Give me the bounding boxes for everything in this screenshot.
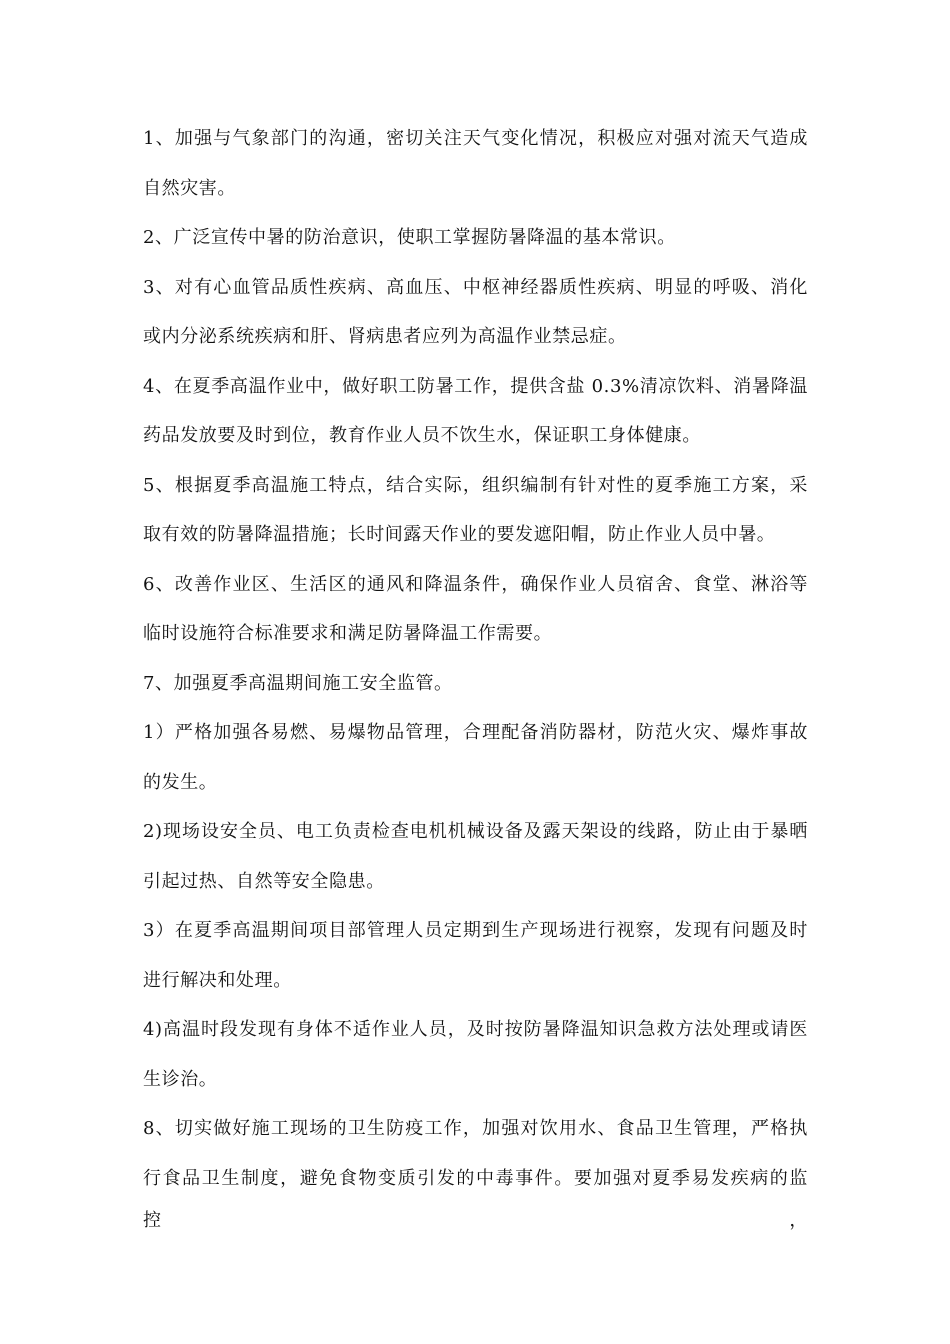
text-line: 7、加强夏季高温期间施工安全监管。 [143, 672, 453, 694]
text-line: 进行解决和处理。 [143, 969, 292, 991]
text-line: 行食品卫生制度，避免食物变质引发的中毒事件。要加强对夏季易发疾病的监控， [143, 1167, 808, 1231]
text-line: 药品发放要及时到位，教育作业人员不饮生水，保证职工身体健康。 [143, 425, 701, 446]
text-line: 4、在夏季高温作业中，做好职工防暑工作，提供含盐 0.3%清凉饮料、消暑降温 [143, 375, 808, 397]
text-line: 临时设施符合标准要求和满足防暑降温工作需要。 [143, 623, 553, 644]
text-line: 3、对有心血管品质性疾病、高血压、中枢神经器质性疾病、明显的呼吸、消化 [143, 276, 808, 298]
text-line: 或内分泌系统疾病和肝、肾病患者应列为高温作业禁忌症。 [143, 326, 627, 347]
text-line: 5、根据夏季高温施工特点，结合实际，组织编制有针对性的夏季施工方案，采 [143, 474, 808, 496]
text-line: 4)高温时段发现有身体不适作业人员，及时按防暑降温知识急救方法处理或请医 [143, 1019, 808, 1040]
text-line: 的发生。 [143, 771, 218, 793]
text-line: 8、切实做好施工现场的卫生防疫工作，加强对饮用水、食品卫生管理，严格执 [143, 1118, 808, 1139]
text-line: 2、广泛宣传中暑的防治意识，使职工掌握防暑降温的基本常识。 [143, 227, 676, 248]
document-body [143, 118, 808, 1231]
text-line: 自然灾害。 [143, 177, 236, 199]
text-line: 引起过热、自然等安全隐患。 [143, 870, 385, 892]
text-line: 1、加强与气象部门的沟通，密切关注天气变化情况，积极应对强对流天气造成 [143, 128, 808, 149]
text-line: 1）严格加强各易燃、易爆物品管理，合理配备消防器材，防范火灾、爆炸事故 [143, 722, 808, 743]
text-line: 取有效的防暑降温措施；长时间露天作业的要发遮阳帽，防止作业人员中暑。 [143, 524, 776, 545]
text-line: 3）在夏季高温期间项目部管理人员定期到生产现场进行视察，发现有问题及时 [143, 920, 808, 941]
text-line: 6、改善作业区、生活区的通风和降温条件，确保作业人员宿舍、食堂、淋浴等 [143, 573, 808, 595]
text-line: 2)现场设安全员、电工负责检查电机机械设备及露天架设的线路，防止由于暴晒 [143, 821, 808, 842]
text-line: 生诊治。 [143, 1068, 218, 1090]
